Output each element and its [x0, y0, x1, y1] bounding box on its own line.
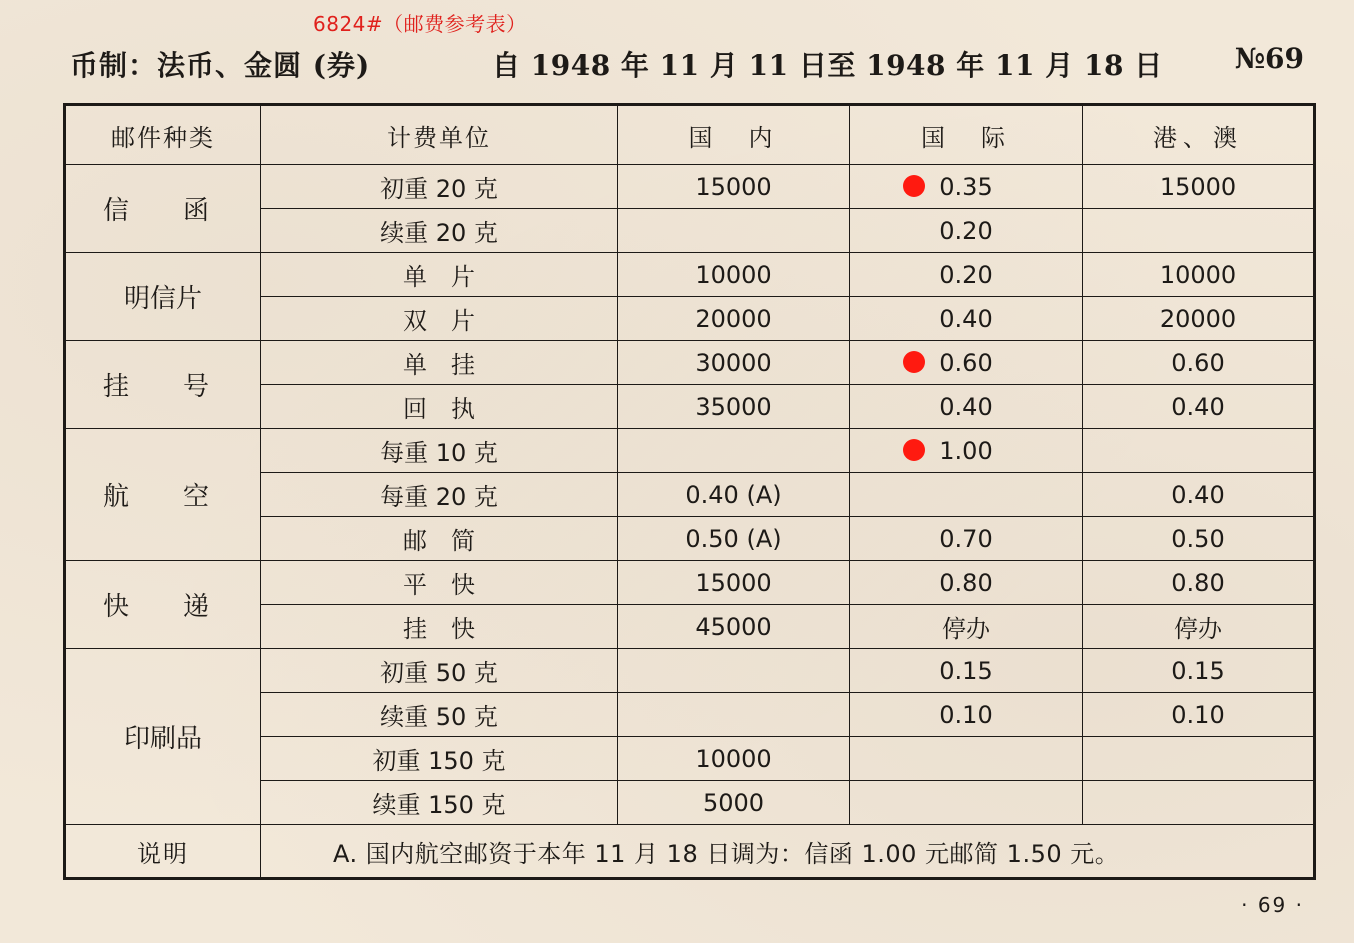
international-cell: 0.10 [850, 693, 1083, 737]
category-cell: 信 函 [65, 165, 261, 253]
hk-macau-cell: 0.60 [1083, 341, 1315, 385]
international-cell: 0.20 [850, 209, 1083, 253]
domestic-cell [618, 649, 850, 693]
hk-macau-cell: 20000 [1083, 297, 1315, 341]
column-header: 邮件种类 [65, 105, 261, 165]
hk-macau-cell [1083, 781, 1315, 825]
table-header-row [65, 105, 1315, 165]
international-cell: 0.20 [850, 253, 1083, 297]
domestic-cell: 20000 [618, 297, 850, 341]
domestic-cell: 0.50 (A) [618, 517, 850, 561]
table-row [65, 561, 1315, 605]
hk-macau-cell: 0.15 [1083, 649, 1315, 693]
note-row [65, 825, 1315, 879]
unit-cell: 初重 20 克 [261, 165, 618, 209]
unit-cell: 续重 150 克 [261, 781, 618, 825]
international-cell [850, 473, 1083, 517]
hk-macau-cell: 0.40 [1083, 473, 1315, 517]
hk-macau-cell [1083, 209, 1315, 253]
domestic-cell [618, 693, 850, 737]
domestic-cell: 15000 [618, 561, 850, 605]
hk-macau-cell: 0.40 [1083, 385, 1315, 429]
international-cell: 停办 [850, 605, 1083, 649]
column-header: 港、澳 [1083, 105, 1315, 165]
unit-cell: 双 片 [261, 297, 618, 341]
domestic-cell [618, 429, 850, 473]
table-row [65, 429, 1315, 473]
hk-macau-cell [1083, 429, 1315, 473]
unit-cell: 单 挂 [261, 341, 618, 385]
hk-macau-cell: 0.10 [1083, 693, 1315, 737]
hk-macau-cell [1083, 737, 1315, 781]
domestic-cell: 45000 [618, 605, 850, 649]
category-cell: 挂 号 [65, 341, 261, 429]
hk-macau-cell: 停办 [1083, 605, 1315, 649]
domestic-cell: 10000 [618, 737, 850, 781]
international-value: 0.60 [939, 348, 993, 377]
unit-cell: 续重 50 克 [261, 693, 618, 737]
international-cell: 0.40 [850, 297, 1083, 341]
serial-number: №69 [1234, 42, 1304, 75]
currency-label: 币制：法币、金圆 (券) [70, 49, 371, 82]
column-header: 计费单位 [261, 105, 618, 165]
note-label: 说明 [65, 825, 261, 879]
domestic-cell: 0.40 (A) [618, 473, 850, 517]
reference-note: 6824#（邮费参考表） [313, 12, 527, 36]
unit-cell: 回 执 [261, 385, 618, 429]
table-row [65, 165, 1315, 209]
period-label: 自 1948 年 11 月 11 日至 1948 年 11 月 18 日 [492, 49, 1163, 82]
domestic-cell: 10000 [618, 253, 850, 297]
unit-cell: 每重 20 克 [261, 473, 618, 517]
category-cell: 印刷品 [65, 649, 261, 825]
red-dot-marker [903, 175, 925, 197]
international-cell [850, 341, 1083, 385]
unit-cell: 每重 10 克 [261, 429, 618, 473]
international-cell [850, 737, 1083, 781]
international-cell [850, 165, 1083, 209]
table-row [65, 649, 1315, 693]
note-text: A. 国内航空邮资于本年 11 月 18 日调为：信函 1.00 元邮简 1.50 元。 [261, 825, 1315, 879]
unit-cell: 挂 快 [261, 605, 618, 649]
domestic-cell [618, 209, 850, 253]
international-cell: 0.40 [850, 385, 1083, 429]
hk-macau-cell: 15000 [1083, 165, 1315, 209]
domestic-cell: 15000 [618, 165, 850, 209]
domestic-cell: 5000 [618, 781, 850, 825]
unit-cell: 单 片 [261, 253, 618, 297]
domestic-cell: 35000 [618, 385, 850, 429]
red-dot-marker [903, 439, 925, 461]
international-value: 1.00 [939, 436, 993, 465]
international-cell: 0.70 [850, 517, 1083, 561]
category-cell: 明信片 [65, 253, 261, 341]
column-header: 国 际 [850, 105, 1083, 165]
red-dot-marker [903, 351, 925, 373]
unit-cell: 平 快 [261, 561, 618, 605]
domestic-cell: 30000 [618, 341, 850, 385]
category-cell: 航 空 [65, 429, 261, 561]
unit-cell: 初重 150 克 [261, 737, 618, 781]
table-row [65, 341, 1315, 385]
category-cell: 快 递 [65, 561, 261, 649]
hk-macau-cell: 10000 [1083, 253, 1315, 297]
table-row [65, 253, 1315, 297]
unit-cell: 续重 20 克 [261, 209, 618, 253]
unit-cell: 邮 简 [261, 517, 618, 561]
page-header [70, 40, 1310, 86]
international-cell [850, 429, 1083, 473]
postage-rate-table [63, 103, 1316, 880]
page-number: · 69 · [1241, 893, 1304, 917]
international-cell: 0.15 [850, 649, 1083, 693]
international-value: 0.35 [939, 172, 993, 201]
hk-macau-cell: 0.80 [1083, 561, 1315, 605]
unit-cell: 初重 50 克 [261, 649, 618, 693]
international-cell: 0.80 [850, 561, 1083, 605]
international-cell [850, 781, 1083, 825]
column-header: 国 内 [618, 105, 850, 165]
hk-macau-cell: 0.50 [1083, 517, 1315, 561]
